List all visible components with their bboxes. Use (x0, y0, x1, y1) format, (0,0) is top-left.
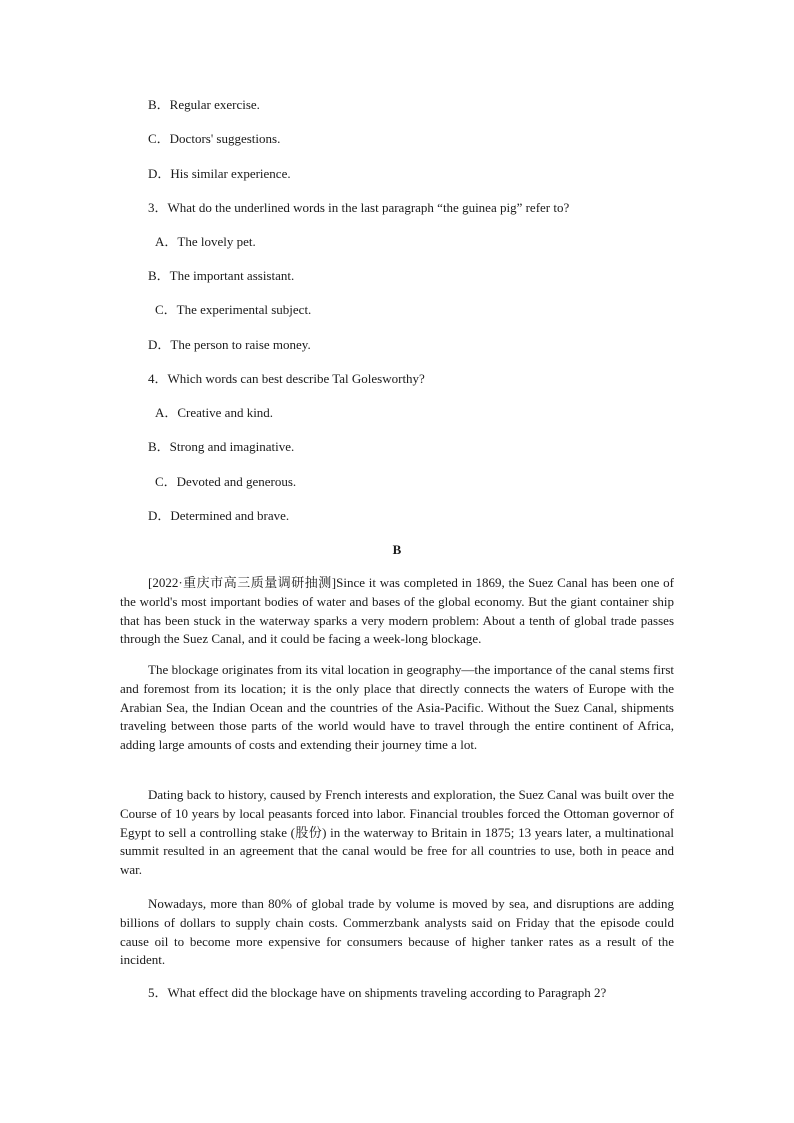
passage-paragraph-3: Dating back to history, caused by French interests and exploration, the Suez Canal was built over the Course of 10 years by local peasants forced into labor. Financial troubles forced the Ottoman governor of Egypt to sell a controlling stake (股份) in the waterway to Britain in 1875; 13 years later, a multinational summit resulted in an agreement that the canal would be free for all countries to use, both in peace and war. (120, 787, 674, 878)
q5-stem: 5．What effect did the blockage have on shipments traveling according to Paragraph 2? (148, 985, 607, 1000)
q4-stem: 4．Which words can best describe Tal Golesworthy? (148, 371, 425, 386)
paragraph-1-text: Since it was completed in 1869, the Suez Canal has been one of the world's most important bodies of water and bases of the global economy. But the giant container ship that has been stuck in the waterway sparks a very modern problem: About a tenth of global trade passes through the Suez Canal, and it could be facing a week-long blockage. (120, 575, 674, 647)
q2-option-d: D．His similar experience. (148, 166, 291, 181)
q4-option-a: A．Creative and kind. (155, 405, 274, 420)
q2-option-b: B．Regular exercise. (148, 97, 260, 112)
source-tag: [2022·重庆市高三质量调研抽测] (148, 575, 337, 590)
q3-option-a: A．The lovely pet. (155, 234, 256, 249)
passage-paragraph-4: Nowadays, more than 80% of global trade by volume is moved by sea, and disruptions are adding billions of dollars to supply chain costs. Commerzbank analysts said on Friday that the episode could cause oil to become more expensive for consumers because of higher tanker rates as a result of the incident. (120, 896, 674, 968)
q4-option-d: D．Determined and brave. (148, 508, 290, 523)
q2-option-c: C．Doctors' suggestions. (148, 131, 281, 146)
section-heading: B (392, 542, 402, 557)
q3-option-c: C．The experimental subject. (155, 302, 312, 317)
q3-option-b: B．The important assistant. (148, 268, 295, 283)
q3-stem: 3．What do the underlined words in the last paragraph “the guinea pig” refer to? (148, 200, 570, 215)
passage-paragraph-2: The blockage originates from its vital location in geography—the importance of the canal stems first and foremost from its location; it is the only place that directly connects the waters of Europe with the Arabian Sea, the Indian Ocean and the countries of the Asia-Pacific. Without the Suez Canal, shipments traveling between those parts of the world would have to travel through the entire continent of Africa, adding large amounts of costs and extending their journey time a lot. (120, 662, 674, 753)
passage-paragraph-1 (120, 574, 674, 649)
q3-option-d: D．The person to raise money. (148, 337, 311, 352)
q4-option-c: C．Devoted and generous. (155, 474, 297, 489)
q4-option-b: B．Strong and imaginative. (148, 439, 295, 454)
